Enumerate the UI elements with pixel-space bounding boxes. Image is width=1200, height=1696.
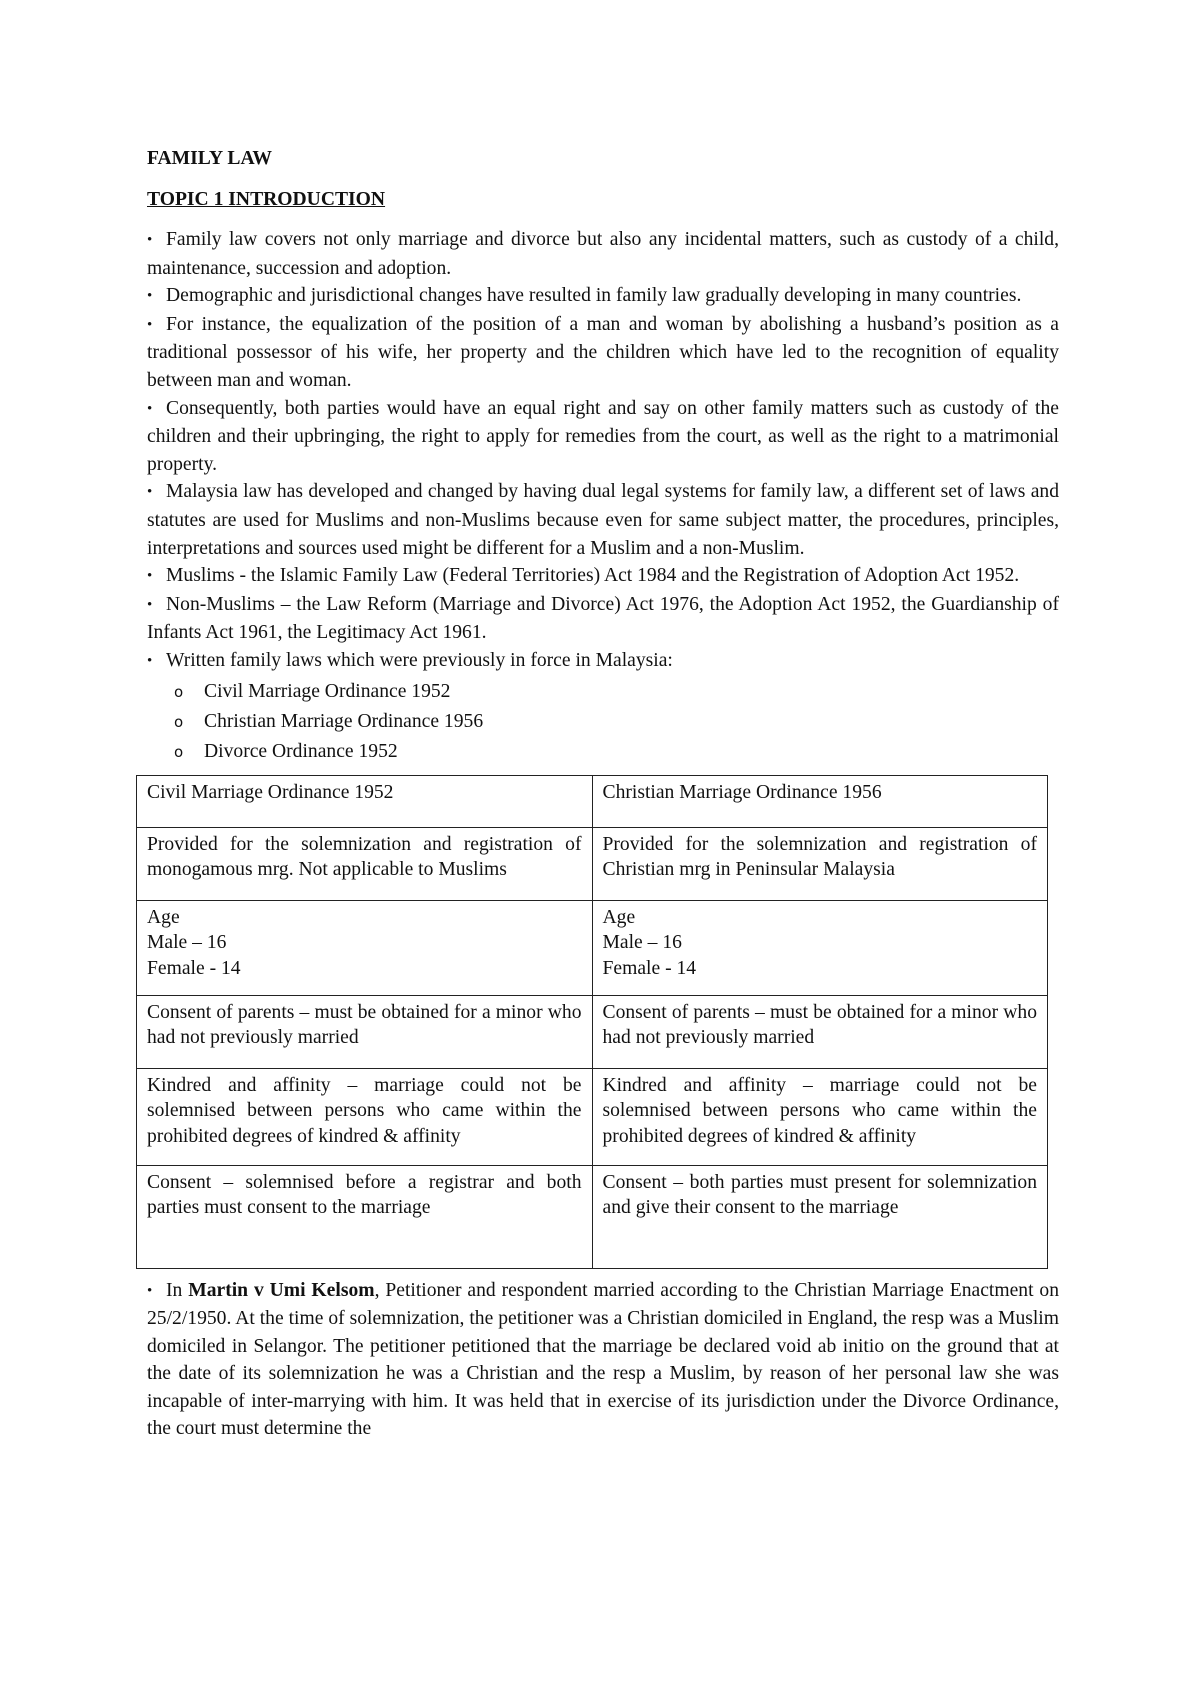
cell-line: Male – 16 xyxy=(147,932,227,953)
cell-line: Male – 16 xyxy=(602,932,682,953)
cell-line: Age xyxy=(147,906,180,928)
topic-heading: TOPIC 1 INTRODUCTION xyxy=(147,189,386,210)
bullet-text: For instance, the equalization of the position of a man and woman by abolishing a husband’s position as a traditional possessor of his wife, her property and the children which have led to the recognition of equality between man and woman. xyxy=(147,313,1059,391)
table-cell: Kindred and affinity – marriage could not be solemnised between persons who came within the prohibited degrees of kindred & affinity xyxy=(592,1068,1048,1165)
bullet-icon: • xyxy=(147,288,153,305)
sub-bullet-text: Divorce Ordinance 1952 xyxy=(204,740,398,762)
bullet-text: Demographic and jurisdictional changes have resulted in family law gradually developing in many countries. xyxy=(166,285,1022,307)
table-cell: Kindred and affinity – marriage could not be solemnised between persons who came within the prohibited degrees of kindred & affinity xyxy=(137,1068,593,1165)
list-item xyxy=(147,591,1059,647)
bullet-text: Written family laws which were previously in force in Malaysia: xyxy=(166,649,673,671)
sub-list-item xyxy=(174,737,1059,767)
sub-bullet-text: Christian Marriage Ordinance 1956 xyxy=(204,710,484,732)
case-text: , Petitioner and respondent married according to the Christian Marriage Enactment on 25/2/1950. At the time of solemnization, the petitioner was a Christian domiciled in England, the resp was a Muslim domiciled in Selangor. The petitioner petitioned that the marriage be declared void ab initio on the ground that at the date of its solemnization he was a Christian and the resp a Muslim, by reason of her personal law she was incapable of inter-marrying with him. It was held that in exercise of its jurisdiction under the Divorce Ordinance, the court must determine the xyxy=(147,1279,1059,1440)
bullet-text: Consequently, both parties would have an equal right and say on other family matters such as custody of the children and their upbringing, the right to apply for remedies from the court, as well as the right to a matrimonial property. xyxy=(147,397,1059,475)
table-row xyxy=(137,1068,1048,1165)
circle-bullet-icon: o xyxy=(174,742,184,761)
bullet-icon: • xyxy=(147,652,153,669)
list-item xyxy=(147,562,1059,591)
table-cell xyxy=(137,900,593,995)
case-paragraph xyxy=(147,1277,1059,1444)
bullet-text: Family law covers not only marriage and divorce but also any incidental matters, such as custody of a child, maintenance, succession and adoption. xyxy=(147,229,1059,279)
list-item xyxy=(147,226,1059,282)
table-row xyxy=(137,827,1048,900)
sub-bullet-text: Civil Marriage Ordinance 1952 xyxy=(204,680,451,702)
case-prefix: In xyxy=(166,1279,189,1301)
table-cell: Provided for the solemnization and registration of monogamous mrg. Not applicable to Muslims xyxy=(137,827,593,900)
list-item xyxy=(147,311,1059,395)
list-item xyxy=(147,282,1059,311)
bullet-icon: • xyxy=(147,232,153,248)
sub-list-item xyxy=(174,677,1059,707)
table-cell: Provided for the solemnization and registration of Christian mrg in Peninsular Malaysia xyxy=(592,827,1048,900)
cell-line: Female - 14 xyxy=(147,957,241,979)
document-title: FAMILY LAW xyxy=(147,148,273,169)
table-header-row xyxy=(137,775,1048,827)
bullet-list xyxy=(147,226,1059,767)
bullet-text: Malaysia law has developed and changed by having dual legal systems for family law, a different set of laws and statutes are used for Muslims and non-Muslims because even for same subject matter, the procedures, principles, interpretations and sources used might be different for a Muslim and a non-Muslim. xyxy=(147,481,1059,559)
table-row xyxy=(137,995,1048,1068)
circle-bullet-icon: o xyxy=(174,682,184,701)
table-row xyxy=(137,1165,1048,1268)
list-item xyxy=(147,478,1059,562)
cell-line: Female - 14 xyxy=(602,957,697,979)
table-cell: Consent of parents – must be obtained for a minor who had not previously married xyxy=(137,995,593,1068)
bullet-text: Non-Muslims – the Law Reform (Marriage and Divorce) Act 1976, the Adoption Act 1952, the Guardianship of Infants Act 1961, the Legitimacy Act 1961. xyxy=(147,593,1059,644)
bullet-icon: • xyxy=(147,400,153,417)
circle-bullet-icon: o xyxy=(174,712,184,731)
bullet-icon: • xyxy=(147,568,153,585)
bullet-icon: • xyxy=(147,316,153,333)
table-header-cell: Christian Marriage Ordinance 1956 xyxy=(592,775,1048,827)
comparison-table xyxy=(136,775,1048,1269)
document-content xyxy=(147,145,1059,1443)
sub-list-item xyxy=(174,707,1059,737)
list-item xyxy=(147,647,1059,767)
bullet-icon: • xyxy=(147,1282,153,1299)
table-cell: Consent of parents – must be obtained for a minor who had not previously married xyxy=(592,995,1048,1068)
table-cell xyxy=(592,900,1048,995)
cell-line: Age xyxy=(602,906,636,928)
table-header-cell: Civil Marriage Ordinance 1952 xyxy=(137,775,593,827)
case-name: Martin v Umi Kelsom xyxy=(188,1279,375,1301)
table-cell: Consent – both parties must present for solemnization and give their consent to the marriage xyxy=(592,1165,1048,1268)
list-item xyxy=(147,395,1059,479)
sub-bullet-list xyxy=(147,677,1059,767)
bullet-icon: • xyxy=(147,484,153,501)
bullet-text: Muslims - the Islamic Family Law (Federal Territories) Act 1984 and the Registration of Adoption Act 1952. xyxy=(166,565,1020,587)
table-row xyxy=(137,900,1048,995)
table-cell: Consent – solemnised before a registrar and both parties must consent to the marriage xyxy=(137,1165,593,1268)
bullet-icon: • xyxy=(147,596,153,613)
